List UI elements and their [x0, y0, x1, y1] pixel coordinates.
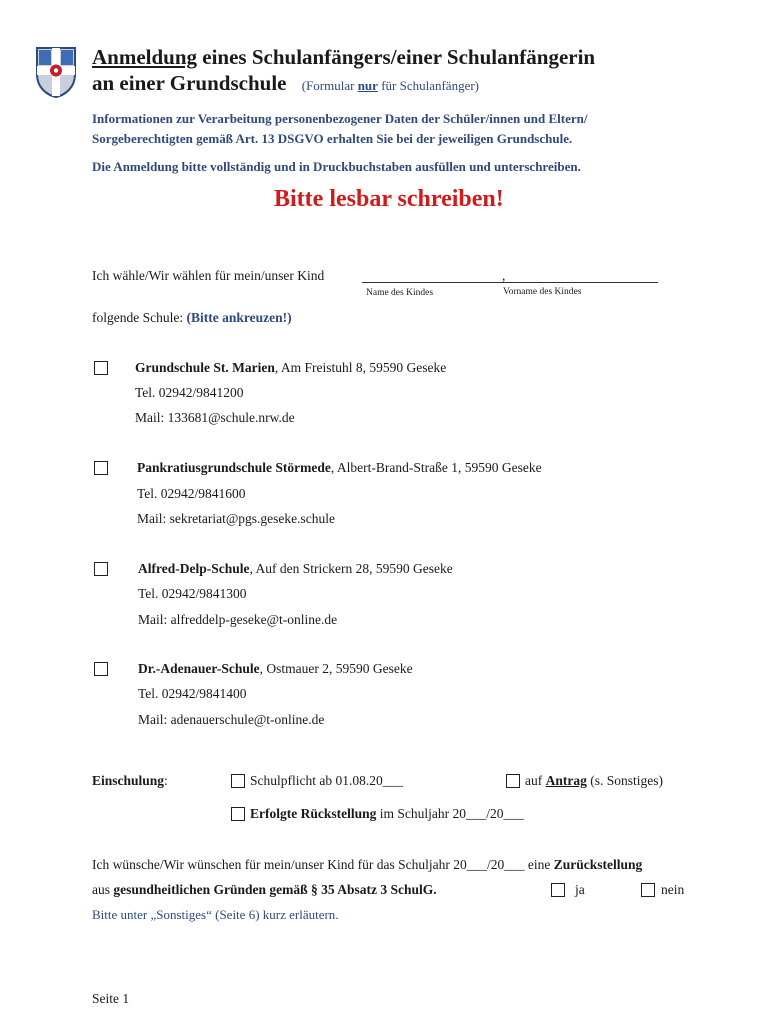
school-adenauer	[138, 661, 413, 677]
title-underlined-word: Anmeldung	[92, 45, 198, 69]
school-tel: Tel. 02942/9841400	[138, 686, 247, 701]
label-vorname: Vorname des Kindes	[503, 287, 582, 297]
school-checkbox-st-marien[interactable]	[94, 361, 108, 375]
school-tel: Tel. 02942/9841200	[135, 385, 244, 400]
name-separator: ,	[502, 268, 506, 283]
school-address: , Ostmauer 2, 59590 Geseke	[259, 661, 413, 676]
zurueck-line2-bold: gesundheitlichen Gründen gemäß § 35 Absatz 3 SchulG.	[113, 882, 437, 897]
subnote-emphasis: nur	[357, 78, 378, 93]
school-pankratius	[137, 460, 542, 476]
school-mail: Mail: alfreddelp-geseke@t-online.de	[138, 612, 338, 627]
privacy-info-line1: Informationen zur Verarbeitung personenbezogener Daten der Schüler/innen und Eltern/	[92, 111, 588, 126]
school-tel: Tel. 02942/9841600	[137, 486, 246, 501]
zurueck-line1-prefix: Ich wünsche/Wir wünschen für mein/unser Kind für das Schuljahr 20___/20___ eine	[92, 857, 554, 872]
school-st-marien	[135, 360, 446, 376]
subnote-prefix: (Formular	[301, 78, 358, 93]
title-rest: eines Schulanfängers/einer Schulanfängerin	[197, 45, 596, 69]
rueckstellung-label	[250, 806, 524, 822]
sonstiges-hint: Bitte unter „Sonstiges“ (Seite 6) kurz erläutern.	[92, 907, 339, 922]
form-title-line2	[92, 70, 479, 99]
einschulung-label-text: Einschulung	[92, 773, 165, 788]
einschulung-colon: :	[164, 773, 168, 788]
rueckstellung-rest: im Schuljahr 20___/20___	[376, 806, 524, 821]
antrag-label	[525, 773, 663, 789]
privacy-info-line2: Sorgeberechtigten gemäß Art. 13 DSGVO erhalten Sie bei der jeweiligen Grundschule.	[92, 131, 573, 146]
school-select-prefix: folgende Schule:	[92, 310, 187, 325]
zurueck-line2-prefix: aus	[92, 882, 114, 897]
school-tel: Tel. 02942/9841300	[138, 586, 247, 601]
zurueckstellung-line2	[92, 882, 437, 898]
zurueck-line1-bold: Zurückstellung	[553, 857, 643, 872]
zurueckstellung-line1	[92, 857, 642, 873]
school-address: , Albert-Brand-Straße 1, 59590 Geseke	[330, 460, 542, 475]
form-title-line1	[92, 44, 595, 70]
zurueck-nein-label: nein	[661, 882, 685, 897]
school-name: Dr.-Adenauer-Schule	[138, 661, 260, 676]
legibility-warning: Bitte lesbar schreiben!	[274, 186, 504, 212]
school-address: , Auf den Strickern 28, 59590 Geseke	[249, 561, 453, 576]
fill-instruction: Die Anmeldung bitte vollständig und in Druckbuchstaben ausfüllen und unterschreiben.	[92, 159, 581, 174]
page-number: Seite 1	[92, 991, 130, 1006]
school-name: Grundschule St. Marien	[135, 360, 275, 375]
school-mail: Mail: sekretariat@pgs.geseke.schule	[137, 511, 335, 526]
rueckstellung-checkbox[interactable]	[231, 807, 245, 821]
school-alfred-delp	[138, 561, 453, 577]
choice-intro: Ich wähle/Wir wählen für mein/unser Kind	[92, 268, 325, 283]
title-line2-text: an einer Grundschule	[92, 71, 287, 95]
schulpflicht-label: Schulpflicht ab 01.08.20___	[250, 773, 403, 788]
label-name: Name des Kindes	[366, 288, 434, 298]
school-address: , Am Freistuhl 8, 59590 Geseke	[274, 360, 447, 375]
zurueck-ja-label: ja	[575, 882, 585, 897]
form-subnote	[302, 78, 479, 93]
zurueck-nein-checkbox[interactable]	[641, 883, 655, 897]
einschulung-label	[92, 773, 168, 789]
school-name: Alfred-Delp-Schule	[138, 561, 250, 576]
rueckstellung-bold: Erfolgte Rückstellung	[250, 806, 377, 821]
antrag-checkbox[interactable]	[506, 774, 520, 788]
subnote-suffix: für Schulanfänger)	[377, 78, 480, 93]
antrag-suffix: (s. Sonstiges)	[586, 773, 664, 788]
school-checkbox-pankratius[interactable]	[94, 461, 108, 475]
coat-of-arms-icon	[35, 46, 77, 98]
school-checkbox-adenauer[interactable]	[94, 662, 108, 676]
school-mail: Mail: adenauerschule@t-online.de	[138, 712, 325, 727]
school-select-emphasis: (Bitte ankreuzen!)	[186, 310, 292, 325]
schulpflicht-checkbox[interactable]	[231, 774, 245, 788]
antrag-prefix: auf	[525, 773, 546, 788]
zurueck-ja-checkbox[interactable]	[551, 883, 565, 897]
antrag-emphasis: Antrag	[545, 773, 587, 788]
school-checkbox-alfred-delp[interactable]	[94, 562, 108, 576]
school-mail: Mail: 133681@schule.nrw.de	[135, 410, 295, 425]
child-name-field[interactable]	[362, 282, 658, 283]
school-name: Pankratiusgrundschule Störmede	[137, 460, 331, 475]
school-select-prompt	[92, 310, 292, 326]
